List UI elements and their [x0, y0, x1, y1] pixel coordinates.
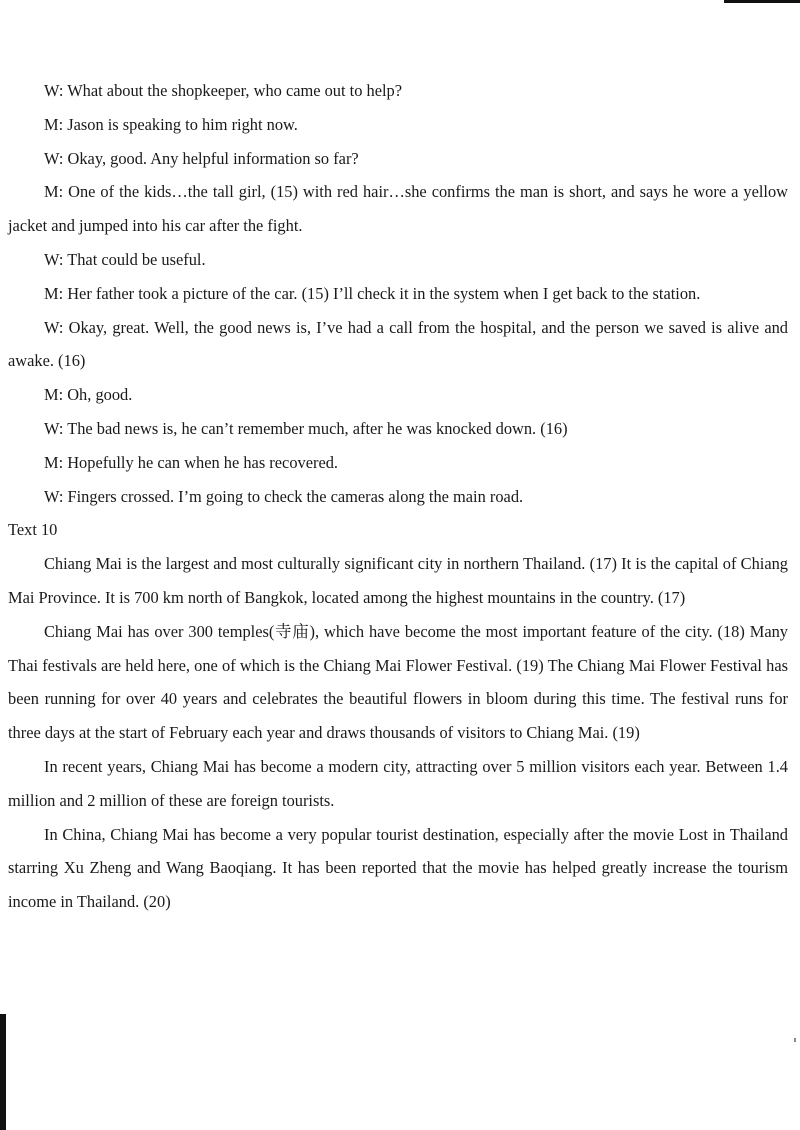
dialogue-line: M: One of the kids…the tall girl, (15) with red hair…she confirms the man is short, and says he wore a yellow jacket and jumped into his car after the fight.: [8, 182, 788, 236]
scan-edge-mark-top: [724, 0, 800, 3]
scan-speck: [794, 1038, 796, 1042]
dialogue-line: W: Okay, good. Any helpful information so far?: [44, 148, 359, 168]
dialogue-line: M: Her father took a picture of the car. (15) I’ll check it in the system when I get back to the station.: [44, 283, 701, 303]
passage-paragraph: In recent years, Chiang Mai has become a modern city, attracting over 5 million visitors each year. Between 1.4 million and 2 million of these are foreign tourists.: [8, 756, 788, 810]
dialogue-line: M: Oh, good.: [44, 385, 133, 405]
dialogue-line: M: Jason is speaking to him right now.: [44, 114, 298, 134]
document-body: [8, 74, 788, 919]
passage-paragraph: Chiang Mai has over 300 temples(寺庙), which have become the most important feature of the city. (18) Many Thai festivals are held here, one of which is the Chiang Mai Flower Festival. (19) The Chiang Mai Flower Festival has been running for over 40 years and celebrates the beautiful flowers in bloom during this time. The festival runs for three days at the start of February each year and draws thousands of visitors to Chiang Mai. (19): [8, 621, 788, 743]
scan-edge-mark-left: [0, 1014, 6, 1130]
dialogue-line: W: What about the shopkeeper, who came out to help?: [44, 81, 402, 100]
dialogue-line: M: Hopefully he can when he has recovered.: [44, 452, 339, 472]
passage-paragraph: Chiang Mai is the largest and most culturally significant city in northern Thailand. (17) It is the capital of Chiang Mai Province. It is 700 km north of Bangkok, located among the highest mountains in the country. (17): [8, 554, 788, 607]
dialogue-line: W: Fingers crossed. I’m going to check the cameras along the main road.: [44, 486, 524, 506]
dialogue-line: W: Okay, great. Well, the good news is, I’ve had a call from the hospital, and the person we saved is alive and awake. (16): [8, 317, 788, 371]
dialogue-line: W: That could be useful.: [44, 249, 206, 269]
passage-paragraph: In China, Chiang Mai has become a very popular tourist destination, especially after the movie Lost in Thailand starring Xu Zheng and Wang Baoqiang. It has been reported that the movie has helped greatly increase the tourism income in Thailand. (20): [8, 824, 788, 912]
dialogue-line: W: The bad news is, he can’t remember much, after he was knocked down. (16): [44, 418, 568, 438]
section-heading: Text 10: [8, 520, 58, 540]
